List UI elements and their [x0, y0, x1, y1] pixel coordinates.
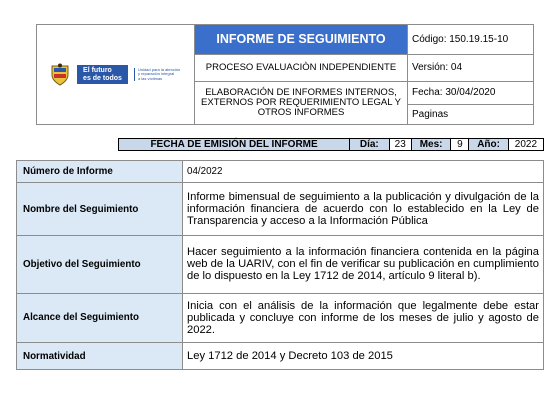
- month-value: 9: [451, 139, 469, 151]
- month-label: Mes:: [411, 139, 450, 151]
- table-row: [17, 236, 544, 293]
- row-value-follow-up-name: Informe bimensual de seguimiento a la publicación y divulgación de la información financiera de acuerdo con lo establecido en la Ley de Transparencia y acceso a la Información Pública: [183, 183, 544, 236]
- row-value-scope: Inicia con el análisis de la información que legalmente debe estar publicada y concluye con informe de los meses de julio y agosto de 2022.: [183, 293, 544, 343]
- coat-of-arms-icon: [49, 63, 71, 87]
- report-type: ELABORACIÓN DE INFORMES INTERNOS, EXTERNOS POR REQUERIMIENTO LEGAL Y OTROS INFORMES: [195, 82, 408, 125]
- document-pages: Paginas: [408, 104, 534, 124]
- table-row: [17, 343, 544, 370]
- table-row: [17, 161, 544, 183]
- report-info-table: [16, 160, 544, 370]
- row-value-regulations: Ley 1712 de 2014 y Decreto 103 de 2015: [183, 343, 544, 370]
- document-header: [36, 24, 534, 125]
- table-row: [17, 183, 544, 236]
- logo-cell: [37, 25, 195, 125]
- day-value: 23: [389, 139, 411, 151]
- emission-label: FECHA DE EMISIÓN DEL INFORME: [119, 139, 350, 151]
- row-label-follow-up-name: Nombre del Seguimiento: [17, 183, 183, 236]
- row-label-regulations: Normatividad: [17, 343, 183, 370]
- logo-unit-name: Unidad para la atención y reparación integral a las víctimas: [134, 68, 182, 82]
- year-value: 2022: [508, 139, 543, 151]
- row-label-objective: Objetivo del Seguimiento: [17, 236, 183, 293]
- emission-date-bar: [118, 138, 544, 151]
- row-label-report-number: Número de Informe: [17, 161, 183, 183]
- process-name: PROCESO EVALUACIÒN INDEPENDIENTE: [195, 54, 408, 82]
- institution-logo: [37, 25, 194, 124]
- row-label-scope: Alcance del Seguimiento: [17, 293, 183, 343]
- document-title: INFORME DE SEGUIMIENTO: [195, 25, 408, 55]
- day-label: Día:: [350, 139, 389, 151]
- row-value-report-number: 04/2022: [183, 161, 544, 183]
- document-code: Código: 150.19.15-10: [408, 25, 534, 55]
- document-date: Fecha: 30/04/2020: [408, 82, 534, 104]
- document-version: Versión: 04: [408, 54, 534, 82]
- row-value-objective: Hacer seguimiento a la información financiera contenida en la página web de la UARIV, con el fin de verificar su publicación en cumplimiento de lo dispuesto en la Ley 1712 de 2014, artículo 9 literal b).: [183, 236, 544, 293]
- table-row: [17, 293, 544, 343]
- year-label: Año:: [469, 139, 508, 151]
- logo-slogan: El futuro es de todos: [77, 65, 128, 84]
